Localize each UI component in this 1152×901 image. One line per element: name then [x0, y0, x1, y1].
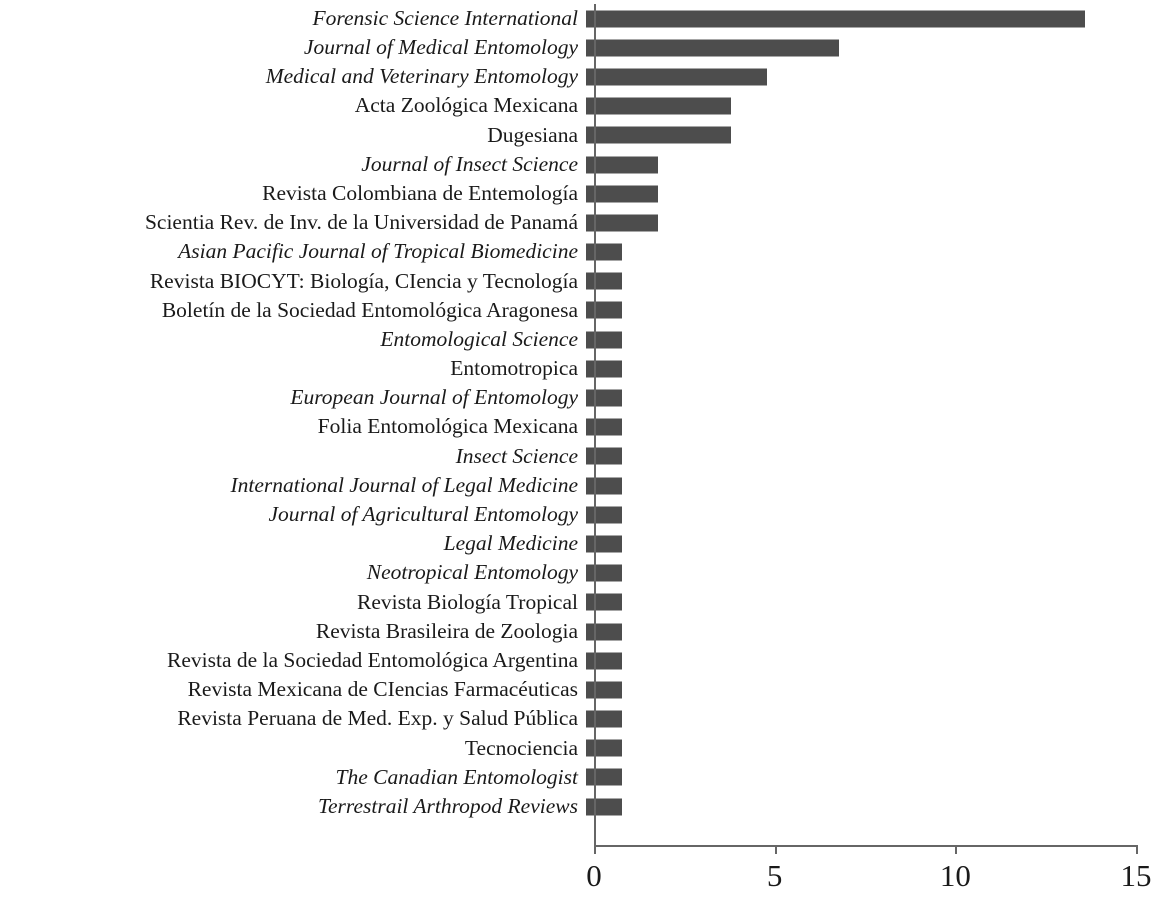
bar	[586, 740, 622, 757]
category-label: European Journal of Entomology	[290, 385, 578, 410]
category-label: Journal of Insect Science	[361, 151, 578, 176]
bar	[586, 769, 622, 786]
category-label: Revista Brasileira de Zoologia	[315, 618, 578, 643]
bar-cell	[586, 383, 1128, 412]
bar-cell	[586, 559, 1128, 588]
bar	[586, 506, 622, 523]
chart-row	[0, 4, 1152, 33]
bar	[586, 68, 767, 85]
chart-row	[0, 33, 1152, 62]
chart-row	[0, 617, 1152, 646]
bar-cell	[586, 442, 1128, 471]
category-label: Neotropical Entomology	[366, 560, 578, 585]
chart-row	[0, 588, 1152, 617]
bar	[586, 244, 622, 261]
bar-cell	[586, 325, 1128, 354]
bar-cell	[586, 33, 1128, 62]
chart-row	[0, 413, 1152, 442]
bar-cell	[586, 675, 1128, 704]
bar-cell	[586, 92, 1128, 121]
category-label: Medical and Veterinary Entomology	[265, 64, 578, 89]
x-tick	[1136, 845, 1138, 854]
chart-row	[0, 267, 1152, 296]
bar	[586, 127, 731, 144]
bar-cell	[586, 354, 1128, 383]
category-label: Insect Science	[455, 443, 578, 468]
chart-row	[0, 179, 1152, 208]
category-label: Terrestrail Arthropod Reviews	[317, 793, 578, 818]
bar-cell	[586, 705, 1128, 734]
chart-row	[0, 675, 1152, 704]
category-label: Journal of Medical Entomology	[303, 35, 578, 60]
bar-cell	[586, 617, 1128, 646]
bar-cell	[586, 588, 1128, 617]
bar-cell	[586, 529, 1128, 558]
bar-cell	[586, 763, 1128, 792]
bar-cell	[586, 238, 1128, 267]
category-label: Forensic Science International	[312, 5, 578, 30]
x-axis-line	[594, 845, 1136, 847]
category-label: Revista Peruana de Med. Exp. y Salud Pública	[177, 706, 578, 731]
bar	[586, 681, 622, 698]
bar-cell	[586, 413, 1128, 442]
category-label: Revista de la Sociedad Entomológica Argentina	[167, 647, 578, 672]
chart-row	[0, 792, 1152, 821]
bar	[586, 98, 731, 115]
bar	[586, 419, 622, 436]
x-tick	[594, 845, 596, 854]
chart-row	[0, 646, 1152, 675]
chart-rows	[0, 4, 1152, 821]
chart-row	[0, 559, 1152, 588]
category-label: Tecnociencia	[464, 735, 578, 760]
bar	[586, 711, 622, 728]
chart-row	[0, 238, 1152, 267]
x-tick	[955, 845, 957, 854]
category-label: Revista BIOCYT: Biología, CIencia y Tecnología	[149, 268, 578, 293]
bar-cell	[586, 179, 1128, 208]
bar	[586, 535, 622, 552]
category-label: Entomotropica	[450, 356, 578, 381]
category-label: Dugesiana	[487, 122, 578, 147]
bar-cell	[586, 792, 1128, 821]
chart-row	[0, 354, 1152, 383]
category-label: Scientia Rev. de Inv. de la Universidad de Panamá	[144, 210, 578, 235]
bar	[586, 448, 622, 465]
category-label: Revista Mexicana de CIencias Farmacéuticas	[187, 677, 578, 702]
chart-row	[0, 763, 1152, 792]
x-tick-label: 0	[586, 858, 602, 893]
bar-cell	[586, 62, 1128, 91]
bar-cell	[586, 296, 1128, 325]
bar-cell	[586, 150, 1128, 179]
chart-row	[0, 383, 1152, 412]
chart-row	[0, 208, 1152, 237]
bar	[586, 623, 622, 640]
bar-cell	[586, 4, 1128, 33]
bar	[586, 331, 622, 348]
bar	[586, 565, 622, 582]
bar-cell	[586, 500, 1128, 529]
chart-row	[0, 500, 1152, 529]
bar-cell	[586, 121, 1128, 150]
bar	[586, 302, 622, 319]
bar	[586, 360, 622, 377]
chart-row	[0, 150, 1152, 179]
chart-row	[0, 705, 1152, 734]
chart-row	[0, 121, 1152, 150]
category-label: Revista Colombiana de Entemología	[262, 180, 578, 205]
category-label: Asian Pacific Journal of Tropical Biomedicine	[178, 239, 578, 264]
chart-row	[0, 471, 1152, 500]
bar	[586, 652, 622, 669]
category-label: Acta Zoológica Mexicana	[354, 93, 578, 118]
bar	[586, 594, 622, 611]
x-tick-label: 15	[1120, 858, 1152, 893]
bar	[586, 477, 622, 494]
chart-row	[0, 296, 1152, 325]
x-tick-label: 10	[939, 858, 971, 893]
chart-row	[0, 92, 1152, 121]
bar-cell	[586, 734, 1128, 763]
bar-cell	[586, 471, 1128, 500]
bar-cell	[586, 208, 1128, 237]
category-label: International Journal of Legal Medicine	[230, 472, 578, 497]
category-label: The Canadian Entomologist	[335, 764, 578, 789]
category-label: Legal Medicine	[443, 531, 578, 556]
chart-row	[0, 62, 1152, 91]
bar	[586, 10, 1085, 27]
bar	[586, 390, 622, 407]
bar	[586, 39, 839, 56]
x-tick	[775, 845, 777, 854]
category-label: Boletín de la Sociedad Entomológica Aragonesa	[161, 297, 578, 322]
chart-row	[0, 529, 1152, 558]
bar	[586, 273, 622, 290]
y-axis-line	[594, 4, 596, 847]
bar-cell	[586, 646, 1128, 675]
x-tick-label: 5	[766, 858, 783, 893]
chart-row	[0, 442, 1152, 471]
bar-cell	[586, 267, 1128, 296]
category-label: Journal of Agricultural Entomology	[268, 502, 578, 527]
category-label: Folia Entomológica Mexicana	[317, 414, 578, 439]
category-label: Revista Biología Tropical	[357, 589, 578, 614]
chart-row	[0, 734, 1152, 763]
bar	[586, 156, 658, 173]
category-label: Entomological Science	[380, 326, 578, 351]
chart-row	[0, 325, 1152, 354]
bar	[586, 214, 658, 231]
bar	[586, 185, 658, 202]
bar	[586, 798, 622, 815]
